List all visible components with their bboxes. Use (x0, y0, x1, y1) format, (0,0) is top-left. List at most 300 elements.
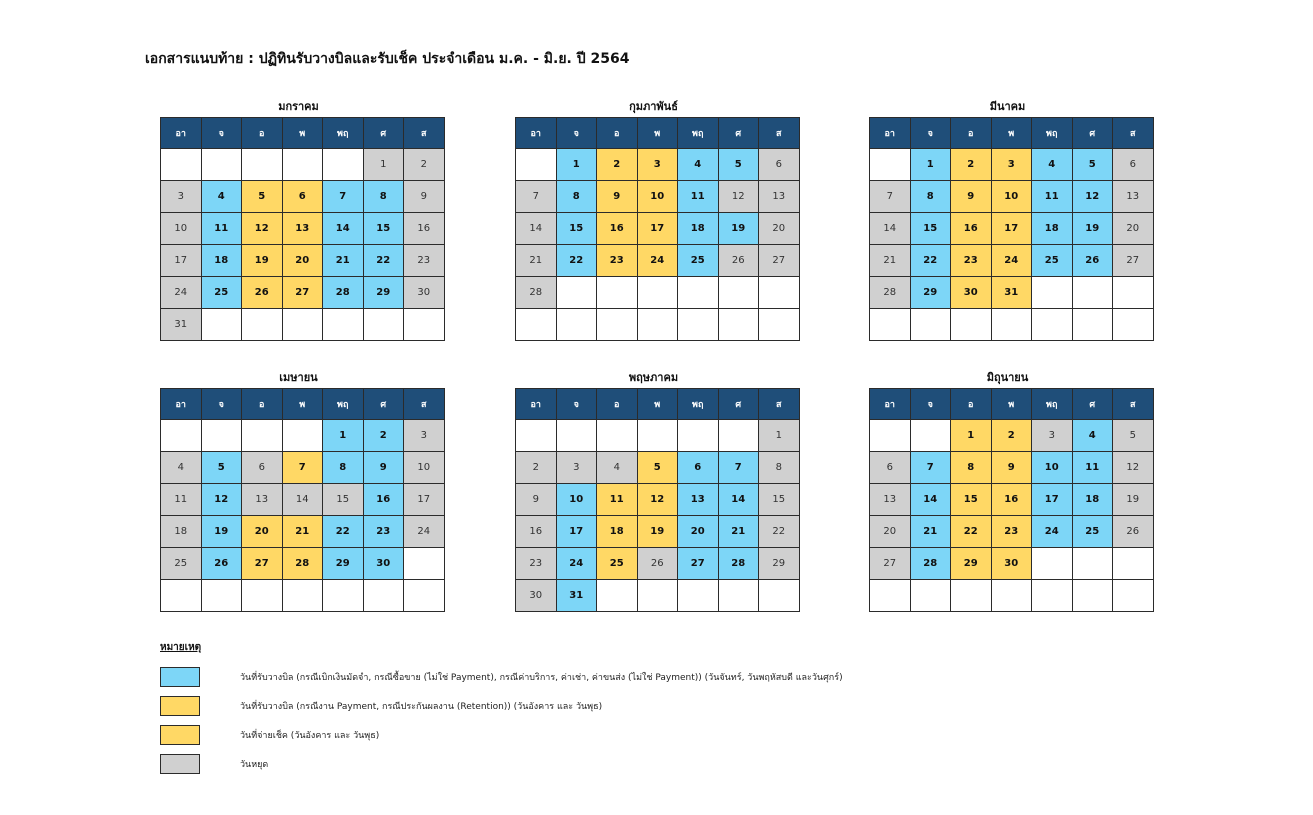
day-cell: 8 (323, 452, 364, 484)
legend-swatch (160, 754, 200, 774)
month-title: มกราคม (278, 100, 319, 113)
day-cell: 22 (910, 245, 951, 277)
day-cell: 1 (910, 149, 951, 181)
month-title: กุมภาพันธ์ (629, 100, 678, 113)
day-cell: 16 (991, 484, 1032, 516)
day-cell: 9 (363, 452, 404, 484)
empty-day-cell (1113, 580, 1154, 612)
day-cell: 17 (556, 516, 597, 548)
day-cell: 28 (323, 277, 364, 309)
day-cell: 1 (363, 149, 404, 181)
legend-item (160, 696, 960, 718)
day-cell: 20 (282, 245, 323, 277)
day-cell: 15 (951, 484, 992, 516)
day-cell: 12 (1113, 452, 1154, 484)
weekday-header: ส (759, 389, 800, 420)
week-row (870, 149, 1154, 181)
day-cell: 8 (951, 452, 992, 484)
day-cell: 5 (1072, 149, 1113, 181)
day-cell: 17 (1032, 484, 1073, 516)
week-row (870, 213, 1154, 245)
day-cell: 30 (951, 277, 992, 309)
day-cell: 12 (242, 213, 283, 245)
empty-day-cell (870, 149, 911, 181)
day-cell: 23 (404, 245, 445, 277)
day-cell: 17 (161, 245, 202, 277)
weekday-header: ส (404, 118, 445, 149)
weekday-header: อา (870, 389, 911, 420)
day-cell: 18 (161, 516, 202, 548)
day-cell: 16 (951, 213, 992, 245)
day-cell: 19 (718, 213, 759, 245)
day-cell: 4 (1032, 149, 1073, 181)
day-cell: 16 (363, 484, 404, 516)
week-row (161, 452, 445, 484)
day-cell: 2 (363, 420, 404, 452)
month-table (160, 388, 445, 612)
empty-day-cell (556, 309, 597, 341)
weekday-header: อา (161, 389, 202, 420)
day-cell: 29 (323, 548, 364, 580)
weekday-header: ส (759, 118, 800, 149)
empty-day-cell (323, 580, 364, 612)
day-cell: 27 (1113, 245, 1154, 277)
weekday-header: พ (991, 389, 1032, 420)
weekday-header: ศ (1072, 389, 1113, 420)
day-cell: 26 (718, 245, 759, 277)
day-cell: 6 (678, 452, 719, 484)
day-cell: 29 (910, 277, 951, 309)
week-row (161, 277, 445, 309)
day-cell: 27 (759, 245, 800, 277)
legend-item (160, 754, 960, 776)
day-cell: 3 (404, 420, 445, 452)
day-cell: 13 (242, 484, 283, 516)
day-cell: 17 (404, 484, 445, 516)
day-cell: 2 (404, 149, 445, 181)
day-cell: 30 (516, 580, 557, 612)
day-cell: 19 (242, 245, 283, 277)
day-cell: 20 (678, 516, 719, 548)
empty-day-cell (161, 149, 202, 181)
empty-day-cell (759, 309, 800, 341)
day-cell: 7 (323, 181, 364, 213)
legend-text: วันที่รับวางบิล (กรณีงาน Payment, กรณีประกันผลงาน (Retention)) (วันอังคาร และ วันพุธ) (240, 702, 603, 712)
day-cell: 3 (1032, 420, 1073, 452)
day-cell: 27 (242, 548, 283, 580)
weekday-header: ส (1113, 118, 1154, 149)
day-cell: 12 (637, 484, 678, 516)
weekday-header: อา (516, 118, 557, 149)
day-cell: 14 (870, 213, 911, 245)
day-cell: 30 (991, 548, 1032, 580)
day-cell: 19 (637, 516, 678, 548)
day-cell: 13 (678, 484, 719, 516)
empty-day-cell (951, 580, 992, 612)
day-cell: 21 (516, 245, 557, 277)
day-cell: 13 (759, 181, 800, 213)
day-cell: 21 (910, 516, 951, 548)
weekday-header: อา (870, 118, 911, 149)
empty-day-cell (201, 149, 242, 181)
week-row (870, 452, 1154, 484)
empty-day-cell (718, 420, 759, 452)
day-cell: 28 (282, 548, 323, 580)
empty-day-cell (759, 580, 800, 612)
day-cell: 9 (951, 181, 992, 213)
day-cell: 6 (282, 181, 323, 213)
day-cell: 14 (516, 213, 557, 245)
day-cell: 11 (1032, 181, 1073, 213)
day-cell: 28 (718, 548, 759, 580)
weekday-header: ศ (718, 389, 759, 420)
day-cell: 25 (678, 245, 719, 277)
month-calendar (869, 368, 1146, 612)
empty-day-cell (910, 420, 951, 452)
month-table (869, 117, 1154, 341)
weekday-header: จ (556, 389, 597, 420)
month-title: มิถุนายน (986, 371, 1029, 384)
month-calendar (160, 97, 437, 341)
empty-day-cell (910, 580, 951, 612)
week-row (516, 277, 800, 309)
day-cell: 16 (404, 213, 445, 245)
empty-day-cell (556, 277, 597, 309)
day-cell: 4 (597, 452, 638, 484)
week-row (161, 181, 445, 213)
month-table (515, 388, 800, 612)
empty-day-cell (870, 309, 911, 341)
day-cell: 22 (323, 516, 364, 548)
empty-day-cell (1032, 309, 1073, 341)
weekday-header: พฤ (323, 389, 364, 420)
weekday-header: อ (597, 118, 638, 149)
day-cell: 15 (323, 484, 364, 516)
day-cell: 16 (597, 213, 638, 245)
empty-day-cell (242, 580, 283, 612)
month-calendar (160, 368, 437, 612)
day-cell: 6 (242, 452, 283, 484)
empty-day-cell (597, 420, 638, 452)
weekday-header: จ (201, 118, 242, 149)
weekday-header: พ (282, 118, 323, 149)
day-cell: 5 (201, 452, 242, 484)
day-cell: 12 (1072, 181, 1113, 213)
empty-day-cell (516, 309, 557, 341)
day-cell: 24 (161, 277, 202, 309)
day-cell: 17 (991, 213, 1032, 245)
day-cell: 6 (870, 452, 911, 484)
weekday-header: พ (991, 118, 1032, 149)
week-row (870, 309, 1154, 341)
empty-day-cell (556, 420, 597, 452)
day-cell: 26 (637, 548, 678, 580)
empty-day-cell (718, 309, 759, 341)
day-cell: 25 (1072, 516, 1113, 548)
empty-day-cell (323, 309, 364, 341)
month-title: เมษายน (279, 371, 318, 384)
day-cell: 23 (363, 516, 404, 548)
empty-day-cell (242, 420, 283, 452)
day-cell: 9 (404, 181, 445, 213)
weekday-header: อ (597, 389, 638, 420)
weekday-header: พ (637, 118, 678, 149)
day-cell: 18 (201, 245, 242, 277)
legend-swatch (160, 696, 200, 716)
empty-day-cell (1032, 548, 1073, 580)
weekday-header: จ (910, 118, 951, 149)
week-row (516, 245, 800, 277)
day-cell: 27 (282, 277, 323, 309)
day-cell: 26 (1072, 245, 1113, 277)
week-row (516, 420, 800, 452)
day-cell: 20 (242, 516, 283, 548)
day-cell: 8 (910, 181, 951, 213)
weekday-header: จ (556, 118, 597, 149)
week-row (161, 213, 445, 245)
day-cell: 14 (282, 484, 323, 516)
day-cell: 18 (678, 213, 719, 245)
day-cell: 23 (516, 548, 557, 580)
empty-day-cell (323, 149, 364, 181)
empty-day-cell (516, 149, 557, 181)
day-cell: 4 (1072, 420, 1113, 452)
empty-day-cell (991, 580, 1032, 612)
day-cell: 10 (161, 213, 202, 245)
day-cell: 12 (201, 484, 242, 516)
day-cell: 8 (759, 452, 800, 484)
day-cell: 13 (1113, 181, 1154, 213)
month-title: มีนาคม (989, 100, 1026, 113)
day-cell: 27 (678, 548, 719, 580)
weekday-header: อา (161, 118, 202, 149)
empty-day-cell (759, 277, 800, 309)
empty-day-cell (870, 580, 911, 612)
day-cell: 14 (323, 213, 364, 245)
day-cell: 24 (637, 245, 678, 277)
day-cell: 5 (637, 452, 678, 484)
empty-day-cell (1032, 277, 1073, 309)
empty-day-cell (201, 580, 242, 612)
day-cell: 7 (910, 452, 951, 484)
weekday-header: พฤ (678, 118, 719, 149)
day-cell: 11 (201, 213, 242, 245)
empty-day-cell (678, 309, 719, 341)
day-cell: 19 (201, 516, 242, 548)
empty-day-cell (161, 420, 202, 452)
day-cell: 22 (951, 516, 992, 548)
empty-day-cell (1113, 309, 1154, 341)
empty-day-cell (1072, 277, 1113, 309)
empty-day-cell (363, 580, 404, 612)
day-cell: 2 (597, 149, 638, 181)
weekday-header: ส (1113, 389, 1154, 420)
empty-day-cell (404, 548, 445, 580)
day-cell: 29 (759, 548, 800, 580)
month-table (160, 117, 445, 341)
week-row (516, 309, 800, 341)
week-row (161, 149, 445, 181)
weekday-header: พฤ (323, 118, 364, 149)
empty-day-cell (516, 420, 557, 452)
day-cell: 19 (1113, 484, 1154, 516)
empty-day-cell (201, 309, 242, 341)
month-table (515, 117, 800, 341)
empty-day-cell (910, 309, 951, 341)
week-row (870, 277, 1154, 309)
day-cell: 24 (1032, 516, 1073, 548)
day-cell: 26 (1113, 516, 1154, 548)
day-cell: 6 (759, 149, 800, 181)
day-cell: 12 (718, 181, 759, 213)
day-cell: 11 (1072, 452, 1113, 484)
empty-day-cell (637, 309, 678, 341)
legend-heading: หมายเหตุ (160, 642, 202, 653)
empty-day-cell (404, 309, 445, 341)
week-row (516, 516, 800, 548)
empty-day-cell (1072, 548, 1113, 580)
empty-day-cell (951, 309, 992, 341)
weekday-header: พฤ (1032, 118, 1073, 149)
month-calendar (515, 97, 792, 341)
week-row (516, 213, 800, 245)
day-cell: 2 (951, 149, 992, 181)
day-cell: 9 (516, 484, 557, 516)
day-cell: 24 (991, 245, 1032, 277)
day-cell: 22 (556, 245, 597, 277)
day-cell: 21 (323, 245, 364, 277)
week-row (161, 548, 445, 580)
day-cell: 31 (556, 580, 597, 612)
weekday-header: จ (201, 389, 242, 420)
page-title: เอกสารแนบท้าย : ปฏิทินรับวางบิลและรับเช็ค ประจำเดือน ม.ค. - มิ.ย. ปี 2564 (145, 51, 630, 67)
day-cell: 21 (282, 516, 323, 548)
legend-swatch (160, 667, 200, 687)
empty-day-cell (1113, 548, 1154, 580)
empty-day-cell (161, 580, 202, 612)
day-cell: 20 (870, 516, 911, 548)
day-cell: 2 (516, 452, 557, 484)
empty-day-cell (597, 277, 638, 309)
day-cell: 20 (1113, 213, 1154, 245)
week-row (870, 516, 1154, 548)
day-cell: 20 (759, 213, 800, 245)
day-cell: 10 (404, 452, 445, 484)
empty-day-cell (678, 580, 719, 612)
day-cell: 28 (870, 277, 911, 309)
week-row (161, 309, 445, 341)
day-cell: 29 (951, 548, 992, 580)
week-row (161, 245, 445, 277)
empty-day-cell (637, 420, 678, 452)
day-cell: 23 (991, 516, 1032, 548)
day-cell: 21 (718, 516, 759, 548)
day-cell: 8 (363, 181, 404, 213)
day-cell: 14 (718, 484, 759, 516)
day-cell: 4 (678, 149, 719, 181)
day-cell: 27 (870, 548, 911, 580)
day-cell: 9 (597, 181, 638, 213)
empty-day-cell (870, 420, 911, 452)
week-row (516, 484, 800, 516)
day-cell: 25 (1032, 245, 1073, 277)
day-cell: 10 (1032, 452, 1073, 484)
day-cell: 3 (161, 181, 202, 213)
day-cell: 7 (282, 452, 323, 484)
day-cell: 19 (1072, 213, 1113, 245)
day-cell: 5 (1113, 420, 1154, 452)
legend-item (160, 667, 960, 689)
day-cell: 1 (323, 420, 364, 452)
day-cell: 30 (404, 277, 445, 309)
empty-day-cell (1032, 580, 1073, 612)
weekday-header: อา (516, 389, 557, 420)
day-cell: 28 (516, 277, 557, 309)
day-cell: 31 (991, 277, 1032, 309)
day-cell: 22 (363, 245, 404, 277)
week-row (870, 548, 1154, 580)
empty-day-cell (637, 580, 678, 612)
empty-day-cell (282, 420, 323, 452)
weekday-header: อ (951, 389, 992, 420)
day-cell: 23 (951, 245, 992, 277)
day-cell: 11 (161, 484, 202, 516)
legend-item (160, 725, 960, 747)
weekday-header: พฤ (1032, 389, 1073, 420)
weekday-header: พ (637, 389, 678, 420)
week-row (870, 181, 1154, 213)
month-table (869, 388, 1154, 612)
day-cell: 5 (718, 149, 759, 181)
empty-day-cell (678, 277, 719, 309)
empty-day-cell (1113, 277, 1154, 309)
week-row (870, 420, 1154, 452)
weekday-header: อ (242, 389, 283, 420)
empty-day-cell (282, 149, 323, 181)
empty-day-cell (363, 309, 404, 341)
day-cell: 3 (991, 149, 1032, 181)
day-cell: 4 (161, 452, 202, 484)
weekday-header: ศ (1072, 118, 1113, 149)
empty-day-cell (282, 309, 323, 341)
week-row (516, 548, 800, 580)
day-cell: 24 (404, 516, 445, 548)
empty-day-cell (404, 580, 445, 612)
day-cell: 15 (363, 213, 404, 245)
day-cell: 8 (556, 181, 597, 213)
week-row (161, 516, 445, 548)
day-cell: 1 (556, 149, 597, 181)
month-calendar (515, 368, 792, 612)
day-cell: 17 (637, 213, 678, 245)
legend-text: วันที่รับวางบิล (กรณีเบิกเงินมัดจำ, กรณีซื้อขาย (ไม่ใช่ Payment), กรณีค่าบริการ, ค่าเช่า, ค่าขนส่ง (ไม่ใช่ Payment)) (วันจันทร์, วันพฤหัสบดี และวันศุกร์) (240, 673, 843, 683)
day-cell: 29 (363, 277, 404, 309)
week-row (161, 484, 445, 516)
weekday-header: ส (404, 389, 445, 420)
empty-day-cell (242, 309, 283, 341)
day-cell: 26 (201, 548, 242, 580)
empty-day-cell (282, 580, 323, 612)
day-cell: 30 (363, 548, 404, 580)
weekday-header: ศ (718, 118, 759, 149)
empty-day-cell (242, 149, 283, 181)
day-cell: 26 (242, 277, 283, 309)
day-cell: 21 (870, 245, 911, 277)
day-cell: 10 (556, 484, 597, 516)
empty-day-cell (637, 277, 678, 309)
day-cell: 3 (556, 452, 597, 484)
day-cell: 18 (597, 516, 638, 548)
